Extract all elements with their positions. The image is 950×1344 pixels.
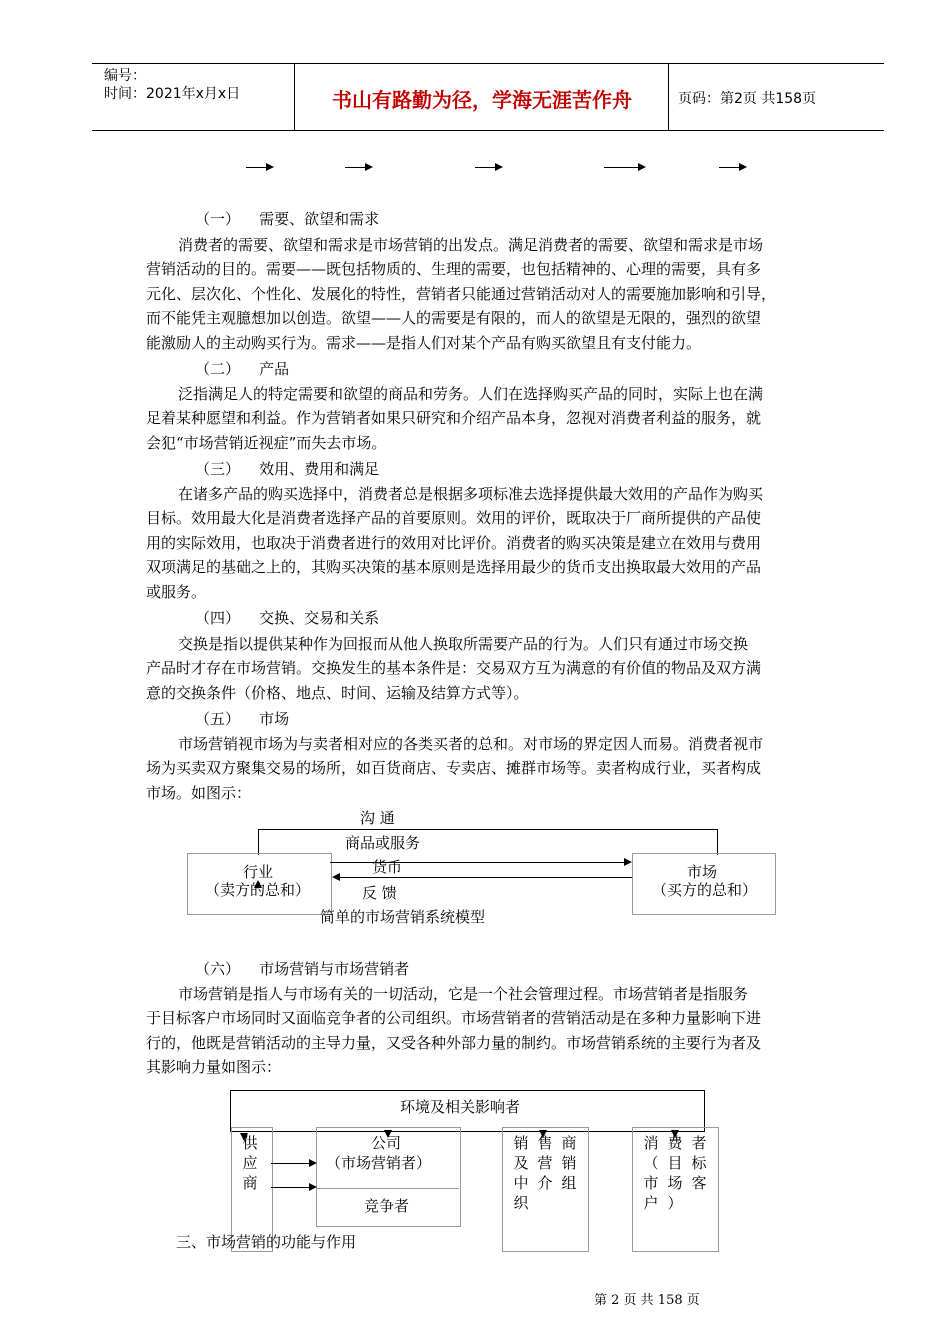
arrow-icon [719, 167, 745, 168]
divider [316, 1188, 459, 1189]
header-top-rule [92, 63, 884, 64]
text-line: 在诸多产品的购买选择中，消费者总是根据多项标准去选择提供最大效用的产品作为购买 [178, 485, 764, 503]
environment-label: 环境及相关影响者 [400, 1098, 521, 1116]
consumer-col: 费 目 场 ） [667, 1134, 683, 1212]
market-subtitle: （买方的总和） [652, 881, 758, 899]
section-title: （三） 效用、费用和满足 [195, 460, 380, 478]
arrow-up-icon [254, 880, 262, 888]
section-title: （六） 市场营销与市场营销者 [195, 960, 410, 978]
header-divider [294, 63, 295, 131]
label-feedback: 反 馈 [362, 884, 397, 902]
text-line: 其影响力量如图示： [146, 1058, 282, 1077]
text-line: 场为买卖双方聚集交易的场所，如百货商店、专卖店、摊群市场等。卖者构成行业，买者构成 [146, 759, 762, 778]
consumer-col: 者 标 客 [691, 1134, 707, 1192]
text-line: 泛指满足人的特定需要和欲望的商品和劳务。人们在选择购买产品的同时，实际上也在满 [178, 385, 764, 403]
text-line: 双项满足的基础之上的，其购买决策的基本原则是选择用最少的货币支出换取最大效用的产品 [146, 558, 762, 577]
intermediary-col: 商 销 组 [561, 1134, 577, 1192]
label-goods: 商品或服务 [345, 834, 421, 852]
flow-line [258, 829, 718, 830]
text-line: 足着某种愿望和利益。作为营销者如果只研究和介绍产品本身，忽视对消费者利益的服务，就 [146, 409, 762, 428]
paragraph [146, 233, 836, 355]
industry-subtitle: （卖方的总和） [205, 881, 311, 899]
text-line: 消费者的需要、欲望和需求是市场营销的出发点。满足消费者的需要、欲望和需求是市场 [178, 236, 764, 254]
flow-line [271, 1187, 311, 1188]
consumer-col: 消 （ 市 户 [643, 1134, 659, 1212]
arrow-icon [246, 167, 272, 168]
paragraph [146, 482, 836, 604]
text-line: 市场营销视市场为与卖者相对应的各类买者的总和。对市场的界定因人而易。消费者视市 [178, 735, 764, 753]
label-communication: 沟 通 [360, 809, 395, 827]
intermediary-col: 销 及 中 织 [513, 1134, 529, 1212]
text-line: 目标。效用最大化是消费者选择产品的首要原则。效用的评价，既取决于厂商所提供的产品使 [146, 509, 762, 528]
document-number-label: 编号： [104, 68, 146, 84]
header-divider [668, 63, 669, 131]
supplier-label: 供 应 商 [242, 1134, 258, 1192]
flow-line [717, 829, 718, 855]
diagram-caption: 简单的市场营销系统模型 [320, 908, 486, 926]
intermediary-col: 售 营 介 [537, 1134, 553, 1192]
text-line: 市场营销是指人与市场有关的一切活动，它是一个社会管理过程。市场营销者是指服务 [178, 985, 749, 1003]
text-line: 营销活动的目的。需要——既包括物质的、生理的需要，也包括精神的、心理的需要，具有多 [146, 260, 762, 279]
flow-line [258, 829, 259, 855]
page-footer: 第 2 页 共 158 页 [594, 1293, 700, 1308]
text-line: 会犯“市场营销近视症”而失去市场。 [146, 433, 387, 452]
text-line: 或服务。 [146, 582, 207, 601]
arrow-icon [475, 167, 501, 168]
company-label: 公司 [371, 1134, 402, 1152]
arrow-down-icon [384, 1130, 392, 1138]
text-line: 元化、层次化、个性化、发展化的特性，营销者只能通过营销活动对人的需要施加影响和引导， [146, 284, 777, 303]
competitor-label: 竞争者 [364, 1197, 410, 1215]
flow-line [271, 1163, 311, 1164]
text-line: 用的实际效用，也取决于消费者进行的效用对比评价。消费者的购买决策是建立在效用与费用 [146, 533, 762, 552]
text-line: 于目标客户市场同时又面临竞争者的公司组织。市场营销者的营销活动是在多种力量影响下进 [146, 1009, 762, 1028]
text-line: 产品时才存在市场营销。交换发生的基本条件是：交易双方互为满意的有价值的物品及双方满 [146, 659, 762, 678]
arrow-right-icon [309, 1183, 317, 1191]
arrow-down-icon [240, 1133, 248, 1141]
section-title: （二） 产品 [195, 360, 290, 378]
paragraph [146, 732, 836, 805]
paragraph [146, 982, 836, 1080]
section-title: 三、市场营销的功能与作用 [176, 1233, 357, 1251]
arrow-down-icon [671, 1130, 679, 1138]
document-time-label: 时间：2021年x月x日 [104, 86, 241, 102]
industry-title: 行业 [243, 863, 274, 881]
arrow-down-icon [539, 1130, 547, 1138]
arrow-right-icon [309, 1159, 317, 1167]
text-line: 交换是指以提供某种作为回报而从他人换取所需要产品的行为。人们只有通过市场交换 [178, 635, 749, 653]
flow-line [340, 877, 632, 878]
header-motto: 书山有路勤为径，学海无涯苦作舟 [332, 88, 632, 112]
arrow-icon [345, 167, 371, 168]
text-line: 意的交换条件（价格、地点、时间、运输及结算方式等）。 [146, 683, 529, 702]
section-title: （一） 需要、欲望和需求 [195, 210, 380, 228]
arrow-icon [604, 167, 644, 168]
market-title: 市场 [687, 863, 718, 881]
paragraph [146, 632, 836, 705]
text-line: 而不能凭主观臆想加以创造。欲望——人的需要是有限的，而人的欲望是无限的，强烈的欲望 [146, 309, 762, 328]
header-bottom-rule [92, 130, 884, 131]
text-line: 能激励人的主动购买行为。需求——是指人们对某个产品有购买欲望且有支付能力。 [146, 333, 702, 352]
section-title: （四） 交换、交易和关系 [195, 609, 380, 627]
company-sublabel: （市场营销者） [326, 1154, 432, 1172]
arrow-right-icon [624, 858, 632, 866]
arrow-left-icon [332, 873, 340, 881]
label-money: 货币 [372, 858, 403, 876]
text-line: 行的，他既是营销活动的主导力量，又受各种外部力量的制约。市场营销系统的主要行为者及 [146, 1033, 762, 1052]
text-line: 市场。如图示： [146, 783, 252, 802]
section-title: （五） 市场 [195, 710, 290, 728]
header-page-info: 页码：第2页 共158页 [678, 91, 817, 107]
paragraph [146, 382, 836, 455]
